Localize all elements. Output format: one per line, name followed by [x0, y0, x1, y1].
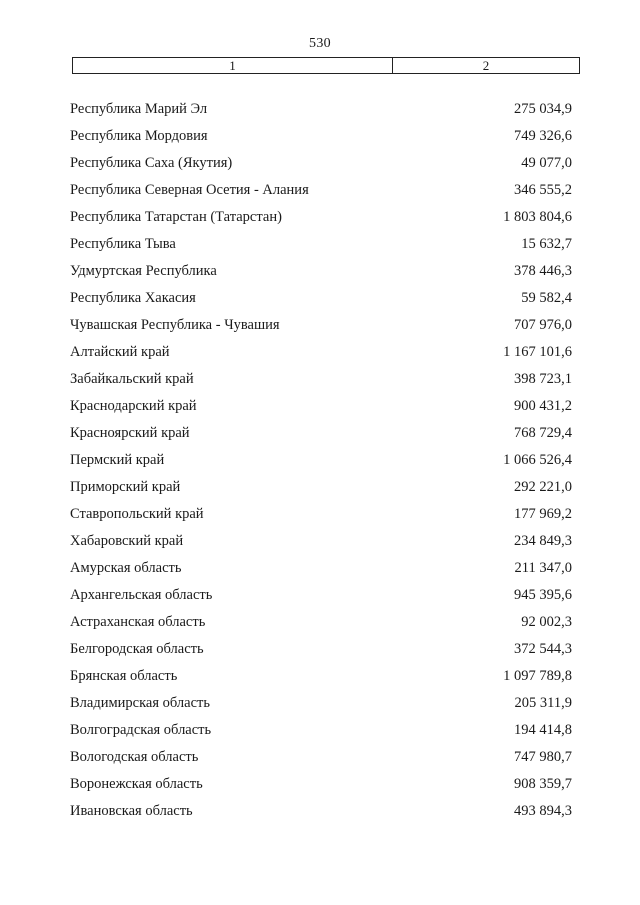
table-row	[0, 775, 640, 802]
region-value: 945 395,6	[514, 587, 572, 603]
table-row	[0, 235, 640, 262]
region-value: 768 729,4	[514, 425, 572, 441]
region-name: Хабаровский край	[70, 533, 184, 549]
table-row	[0, 343, 640, 370]
table-row	[0, 640, 640, 667]
table-row	[0, 316, 640, 343]
region-value: 234 849,3	[514, 533, 572, 549]
table-row	[0, 532, 640, 559]
table-row	[0, 694, 640, 721]
table-row	[0, 289, 640, 316]
region-value: 747 980,7	[514, 749, 572, 765]
region-name: Краснодарский край	[70, 398, 197, 414]
region-value: 59 582,4	[521, 290, 572, 306]
region-name: Республика Татарстан (Татарстан)	[70, 209, 282, 225]
page-number: 530	[309, 36, 331, 51]
table-row	[0, 559, 640, 586]
region-name: Архангельская область	[70, 587, 213, 603]
region-value: 908 359,7	[514, 776, 572, 792]
table-row	[0, 424, 640, 451]
table-row	[0, 181, 640, 208]
region-value: 398 723,1	[514, 371, 572, 387]
region-value: 205 311,9	[514, 695, 572, 711]
region-value: 292 221,0	[514, 479, 572, 495]
table-row	[0, 262, 640, 289]
region-name: Воронежская область	[70, 776, 203, 792]
table-row	[0, 802, 640, 829]
region-value: 1 167 101,6	[503, 344, 572, 360]
table-row	[0, 127, 640, 154]
region-name: Республика Мордовия	[70, 128, 208, 144]
table-row	[0, 100, 640, 127]
table-row	[0, 748, 640, 775]
region-name: Забайкальский край	[70, 371, 194, 387]
region-name: Ивановская область	[70, 803, 193, 819]
region-value: 1 097 789,8	[503, 668, 572, 684]
region-value: 211 347,0	[514, 560, 572, 576]
region-value: 900 431,2	[514, 398, 572, 414]
region-name: Чувашская Республика - Чувашия	[70, 317, 280, 333]
region-name: Удмуртская Республика	[70, 263, 217, 279]
region-value: 1 803 804,6	[503, 209, 572, 225]
region-name: Республика Саха (Якутия)	[70, 155, 233, 171]
region-name: Амурская область	[70, 560, 182, 576]
region-name: Ставропольский край	[70, 506, 204, 522]
table-row	[0, 667, 640, 694]
region-value: 15 632,7	[521, 236, 572, 252]
region-name: Волгоградская область	[70, 722, 212, 738]
column-header-2: 2	[482, 58, 490, 73]
column-header-1: 1	[73, 58, 393, 73]
table-row	[0, 586, 640, 613]
region-name: Приморский край	[70, 479, 181, 495]
region-name: Республика Хакасия	[70, 290, 196, 306]
region-name: Алтайский край	[70, 344, 170, 360]
region-value: 92 002,3	[521, 614, 572, 630]
region-value: 749 326,6	[514, 128, 572, 144]
region-value: 378 446,3	[514, 263, 572, 279]
table-row	[0, 208, 640, 235]
table-row	[0, 613, 640, 640]
table-header	[72, 57, 580, 74]
region-value: 275 034,9	[514, 101, 572, 117]
region-name: Республика Тыва	[70, 236, 176, 252]
region-value: 194 414,8	[514, 722, 572, 738]
table-row	[0, 397, 640, 424]
region-name: Красноярский край	[70, 425, 190, 441]
table-row	[0, 154, 640, 181]
region-name: Республика Марий Эл	[70, 101, 208, 117]
region-value: 372 544,3	[514, 641, 572, 657]
table-row	[0, 505, 640, 532]
table-row	[0, 478, 640, 505]
region-name: Брянская область	[70, 668, 178, 684]
table-body	[0, 100, 640, 829]
region-name: Пермский край	[70, 452, 165, 468]
table-row	[0, 451, 640, 478]
region-value: 177 969,2	[514, 506, 572, 522]
region-name: Владимирская область	[70, 695, 210, 711]
region-name: Вологодская область	[70, 749, 199, 765]
region-value: 1 066 526,4	[503, 452, 572, 468]
region-value: 707 976,0	[514, 317, 572, 333]
region-value: 346 555,2	[514, 182, 572, 198]
table-row	[0, 370, 640, 397]
region-value: 49 077,0	[521, 155, 572, 171]
region-value: 493 894,3	[514, 803, 572, 819]
region-name: Белгородская область	[70, 641, 204, 657]
table-row	[0, 721, 640, 748]
region-name: Астраханская область	[70, 614, 206, 630]
region-name: Республика Северная Осетия - Алания	[70, 182, 309, 198]
